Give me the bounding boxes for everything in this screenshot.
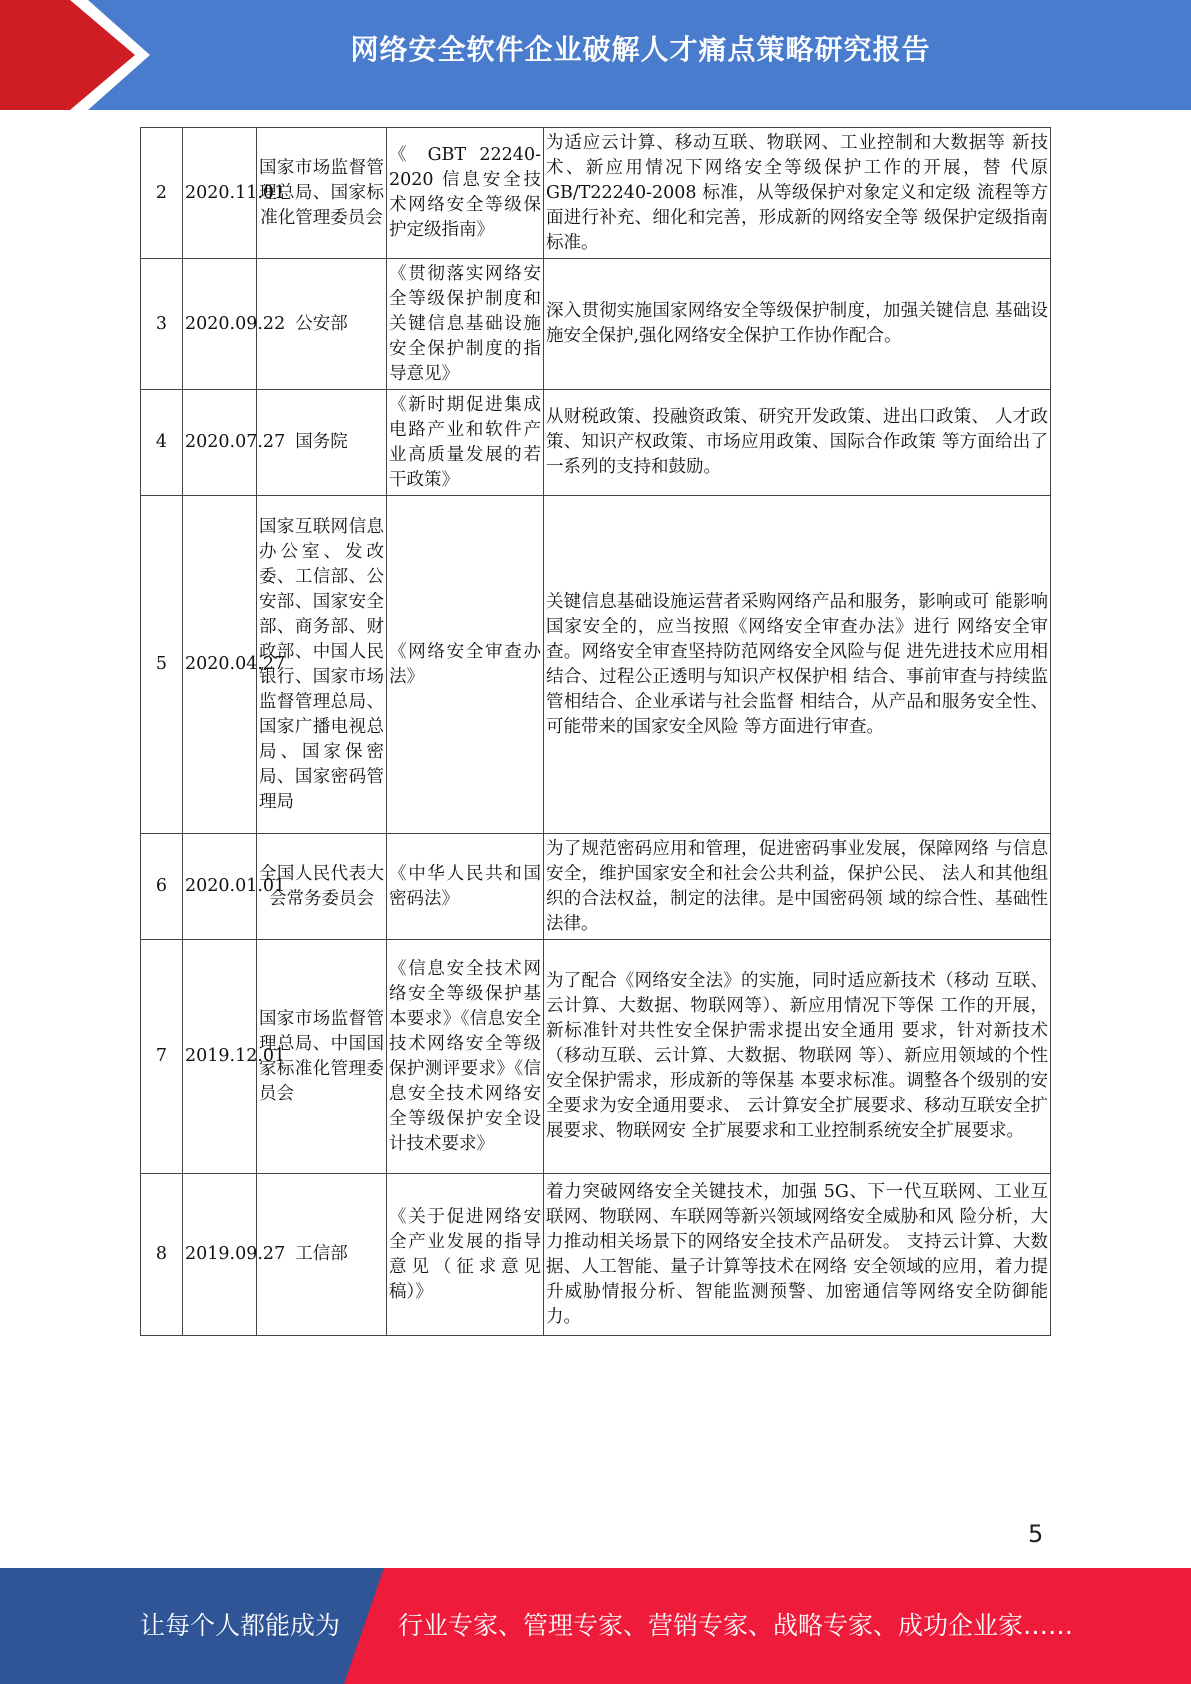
table-row — [141, 834, 1051, 940]
row-number: 3 — [141, 259, 183, 390]
page-footer — [0, 1568, 1191, 1684]
row-number: 2 — [141, 128, 183, 259]
row-issuer: 工信部 — [257, 1174, 387, 1336]
page-header — [0, 0, 1191, 110]
row-document: 《新时期促进集成电路产业和软件产业高质量发展的若干政策》 — [387, 390, 544, 496]
row-description: 为了规范密码应用和管理，促进密码事业发展，保障网络 与信息安全，维护国家安全和社会公共利益，保护公民、 法人和其他组织的合法权益，制定的法律。是中国密码领 域的综合性、基础性法律。 — [544, 834, 1051, 940]
row-document: 《 GBT 22240-2020 信息安全技术网络安全等级保护定级指南》 — [387, 128, 544, 259]
row-date: 2020.09.22 — [183, 259, 257, 390]
row-issuer: 国家市场监督管理总局、国家标准化管理委员会 — [257, 128, 387, 259]
footer-slogan-right: 行业专家、管理专家、营销专家、战略专家、成功企业家…… — [398, 1611, 1074, 1640]
header-chevron-red — [0, 0, 135, 110]
row-description: 为了配合《网络安全法》的实施，同时适应新技术（移动 互联、云计算、大数据、物联网等）、新应用情况下等保 工作的开展，新标准针对共性安全保护需求提出安全通用 要求，针对新技术（移动互联、云计算、大数据、物联网 等）、新应用领域的个性安全保护需求，形成新的等保基 本要求标准。调整各个级别的安全要求为安全通用要求、 云计算安全扩展要求、移动互联安全扩展要求、物联网安 全扩展要求和工业控制系统安全扩展要求。 — [544, 940, 1051, 1174]
row-issuer: 国家互联网信息办公室、发改委、工信部、公安部、国家安全部、商务部、财政部、中国人民银行、国家市场监督管理总局、国家广播电视总局、国家保密局、国家密码管理局 — [257, 496, 387, 834]
row-date: 2020.01.01 — [183, 834, 257, 940]
row-description: 着力突破网络安全关键技术，加强 5G、下一代互联网、工业互联网、物联网、车联网等新兴领域网络安全威胁和风 险分析，大力推动相关场景下的网络安全技术产品研发。 支持云计算、大数据、人工智能、量子计算等技术在网络 安全领域的应用，着力提升威胁情报分析、智能监测预警、加密通信等网络安全防御能力。 — [544, 1174, 1051, 1336]
table-row — [141, 496, 1051, 834]
row-number: 8 — [141, 1174, 183, 1336]
row-number: 6 — [141, 834, 183, 940]
row-description: 从财税政策、投融资政策、研究开发政策、进出口政策、 人才政策、知识产权政策、市场应用政策、国际合作政策 等方面给出了一系列的支持和鼓励。 — [544, 390, 1051, 496]
table-row — [141, 259, 1051, 390]
report-title: 网络安全软件企业破解人才痛点策略研究报告 — [350, 33, 931, 66]
table-row — [141, 1174, 1051, 1336]
row-number: 7 — [141, 940, 183, 1174]
row-date: 2020.11.01 — [183, 128, 257, 259]
row-document: 《信息安全技术网络安全等级保护基本要求》《信息安全技术网络安全等级保护测评要求》《信息安全技术网络安全等级保护安全设计技术要求》 — [387, 940, 544, 1174]
row-description: 关键信息基础设施运营者采购网络产品和服务，影响或可 能影响国家安全的，应当按照《网络安全审查办法》进行 网络安全审查。网络安全审查坚持防范网络安全风险与促 进先进技术应用相结合、过程公正透明与知识产权保护相 结合、事前审查与持续监管相结合、企业承诺与社会监督 相结合，从产品和服务安全性、可能带来的国家安全风险 等方面进行审查。 — [544, 496, 1051, 834]
row-document: 《中华人民共和国密码法》 — [387, 834, 544, 940]
page-number: 5 — [1028, 1520, 1044, 1548]
row-date: 2019.12.01 — [183, 940, 257, 1174]
row-issuer: 国务院 — [257, 390, 387, 496]
footer-slogan-left: 让每个人都能成为 — [140, 1611, 341, 1640]
row-issuer: 全国人民代表大会常务委员会 — [257, 834, 387, 940]
row-date: 2020.07.27 — [183, 390, 257, 496]
row-description: 深入贯彻实施国家网络安全等级保护制度，加强关键信息 基础设施安全保护,强化网络安全保护工作协作配合。 — [544, 259, 1051, 390]
row-document: 《网络安全审查办法》 — [387, 496, 544, 834]
policy-table — [140, 127, 1051, 1336]
table-row — [141, 128, 1051, 259]
table-row — [141, 940, 1051, 1174]
row-issuer: 公安部 — [257, 259, 387, 390]
row-date: 2020.04.27 — [183, 496, 257, 834]
table-row — [141, 390, 1051, 496]
row-issuer: 国家市场监督管理总局、中国国家标准化管理委员会 — [257, 940, 387, 1174]
row-document: 《贯彻落实网络安全等级保护制度和关键信息基础设施安全保护制度的指导意见》 — [387, 259, 544, 390]
row-document: 《关于促进网络安全产业发展的指导意见（征求意见稿）》 — [387, 1174, 544, 1336]
row-date: 2019.09.27 — [183, 1174, 257, 1336]
row-number: 4 — [141, 390, 183, 496]
row-number: 5 — [141, 496, 183, 834]
row-description: 为适应云计算、移动互联、物联网、工业控制和大数据等 新技术、新应用情况下网络安全等级保护工作的开展，替 代原 GB/T22240-2008 标准，从等级保护对象定义和定级 流程等方面进行补充、细化和完善，形成新的网络安全等 级保护定级指南标准。 — [544, 128, 1051, 259]
